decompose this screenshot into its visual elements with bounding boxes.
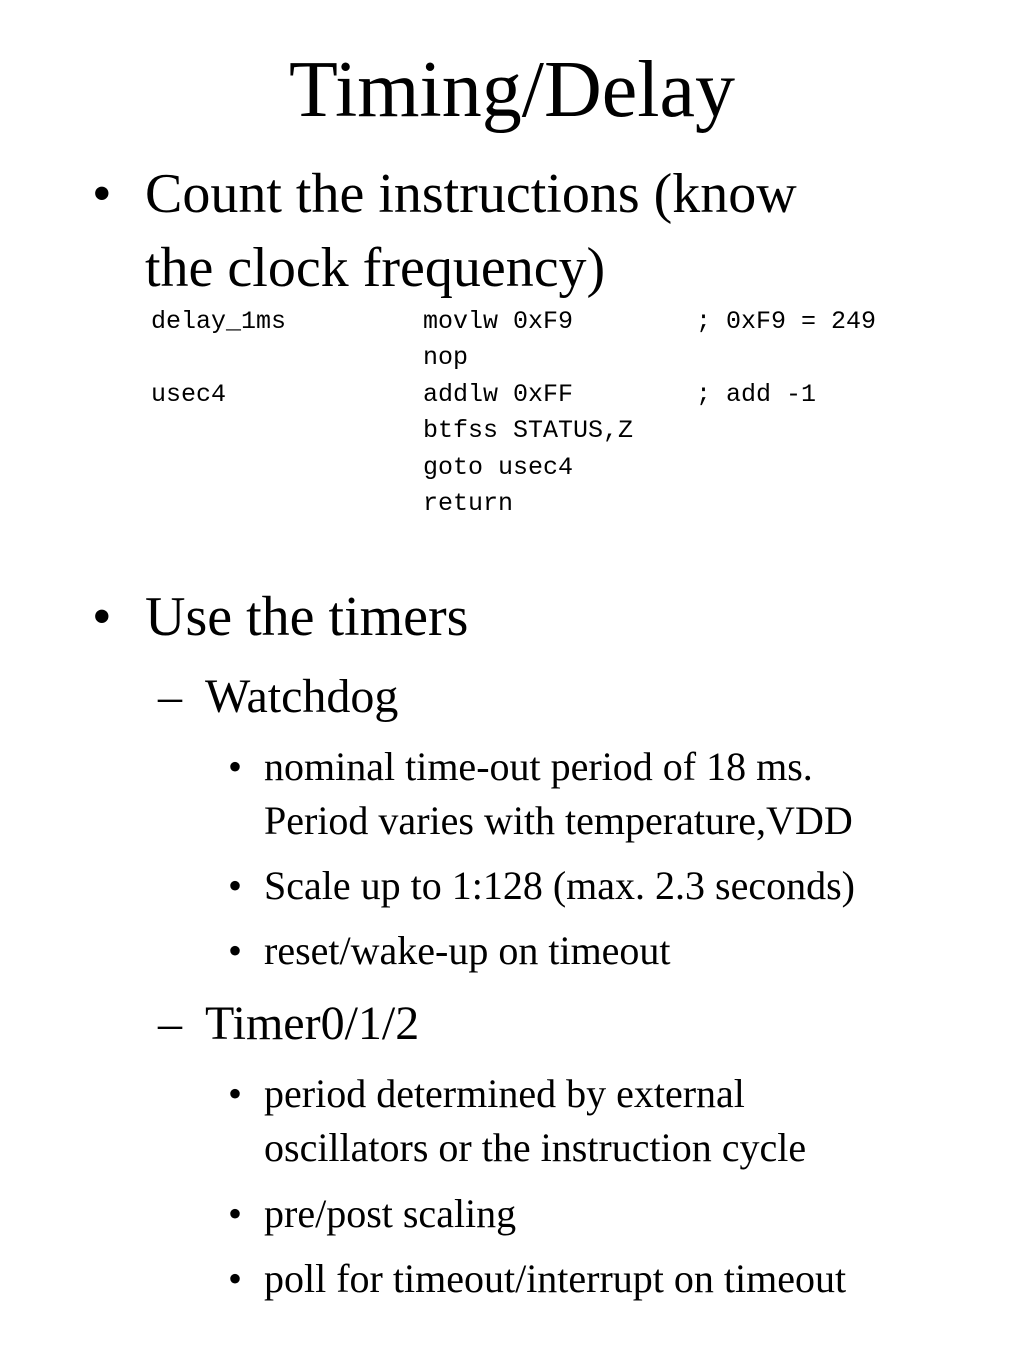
list-item-line-1: pre/post scaling bbox=[264, 1191, 517, 1236]
bullet-text-line-2: the clock frequency) bbox=[145, 237, 606, 299]
bullet-marker: • bbox=[228, 1191, 243, 1236]
bullet-marker: • bbox=[92, 586, 112, 648]
bullet-text: Use the timers bbox=[145, 586, 469, 648]
subsection-title: Watchdog bbox=[205, 670, 399, 723]
bullet-marker: • bbox=[228, 863, 243, 908]
code-instruction: addlw 0xFF bbox=[423, 379, 574, 409]
code-label: usec4 bbox=[151, 379, 227, 409]
code-instruction: return bbox=[423, 488, 514, 518]
code-instruction: goto usec4 bbox=[423, 452, 574, 482]
dash-marker: – bbox=[158, 670, 182, 723]
subsection-title: Timer0/1/2 bbox=[205, 997, 420, 1050]
bullet-text-line-1: Count the instructions (know bbox=[145, 163, 797, 225]
code-row bbox=[151, 413, 634, 449]
list-item-line-2: Period varies with temperature,VDD bbox=[264, 798, 853, 843]
list-item-line-2: oscillators or the instruction cycle bbox=[264, 1125, 807, 1170]
list-item-line-1: period determined by external bbox=[264, 1071, 745, 1116]
bullet-marker: • bbox=[228, 928, 243, 973]
code-instruction: btfss STATUS,Z bbox=[423, 416, 634, 446]
code-listing bbox=[151, 304, 877, 522]
code-row bbox=[151, 450, 574, 486]
bullet-marker: • bbox=[228, 744, 243, 789]
code-row bbox=[151, 340, 469, 376]
bullet-marker: • bbox=[228, 1256, 243, 1301]
bullet-marker: • bbox=[228, 1071, 243, 1116]
code-row bbox=[151, 304, 877, 340]
slide-title: Timing/Delay bbox=[289, 46, 735, 134]
dash-marker: – bbox=[158, 997, 182, 1050]
code-instruction: nop bbox=[423, 343, 469, 373]
code-row bbox=[151, 486, 514, 522]
list-item-line-1: Scale up to 1:128 (max. 2.3 seconds) bbox=[264, 863, 855, 908]
list-item-line-1: poll for timeout/interrupt on timeout bbox=[264, 1256, 847, 1301]
bullet-marker: • bbox=[92, 163, 112, 225]
code-row bbox=[151, 377, 817, 413]
list-item-line-1: nominal time-out period of 18 ms. bbox=[264, 744, 813, 789]
code-comment: ; add -1 bbox=[696, 379, 817, 409]
code-instruction: movlw 0xF9 bbox=[423, 307, 574, 336]
code-label: delay_1ms bbox=[151, 307, 287, 336]
list-item-line-1: reset/wake-up on timeout bbox=[264, 928, 671, 973]
code-comment: ; 0xF9 = 249 bbox=[696, 307, 877, 336]
